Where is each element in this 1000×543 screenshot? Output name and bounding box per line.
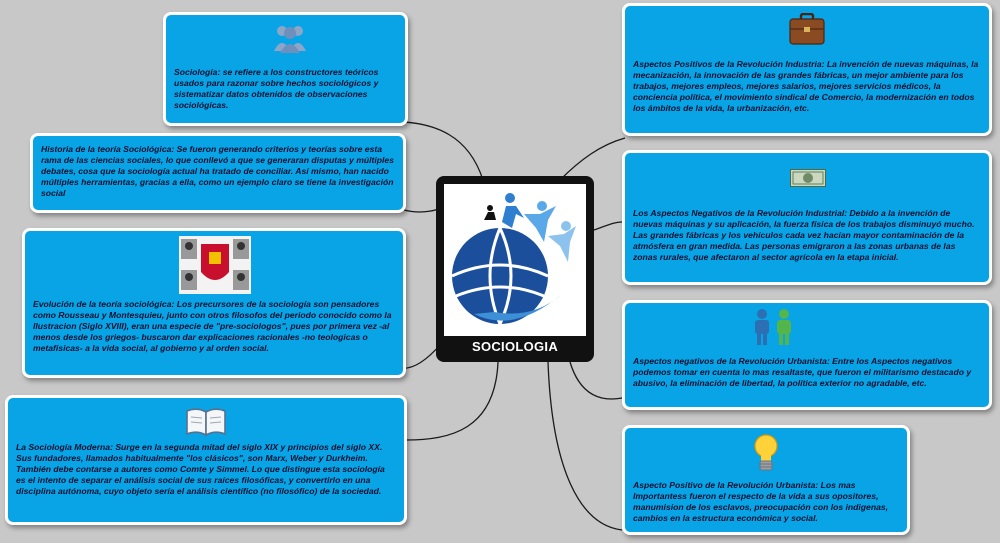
central-globe-image: [444, 184, 586, 336]
central-title: SOCIOLOGIA: [471, 339, 559, 354]
node-negativos-industrial[interactable]: [622, 150, 992, 285]
node-moderna[interactable]: [5, 395, 407, 525]
link-evolucion: [400, 345, 440, 368]
people-icon: [273, 23, 307, 53]
link-moderna: [406, 362, 498, 440]
open-book-icon: [185, 407, 227, 437]
briefcase-icon: [789, 13, 825, 45]
node-sociologia[interactable]: [163, 12, 408, 126]
node-negativos-urbanista[interactable]: [622, 300, 992, 410]
globe-people-icon: [444, 184, 586, 336]
link-positivos-industrial: [560, 138, 625, 180]
moderna-text: La Sociología Moderna: Surge en la segunda mitad del siglo XIX y principios del siglo XX. Sus fundadores, llamados habitualmente "los clásicos", son Marx, Weber y Durkheim. También debe contarse a autores como Comte y Simmel. Lo que distingue esta sociología es el intento de separar el análisis social de sus raíces filosóficas, y convertirlo en una disciplina autónoma, cuyo objeto sería el análisis científico (no filosófico) de la sociedad.: [16, 442, 385, 496]
banknote-icon: [790, 169, 826, 187]
node-positivo-urbanista[interactable]: [622, 425, 910, 535]
negativos-industrial-text: Los Aspectos Negativos de la Revolución Industrial: Debido a la invención de nuevas máquinas y su aplicación, la fuerza física de los trabajos disminuyó mucho. Las grandes fábricas y los vehículos cada vez hacían mayor contaminación de la atmósfera en gran medida. Las personas emigraron a las zonas urbanas de las zonas rurales, que afectaron al sector agrícola en la etapa inicial.: [633, 208, 975, 262]
link-positivo-urbanista: [548, 362, 622, 530]
evolucion-text: Evolución de la teoría sociológica: Los precursores de la sociología son pensadores como Rousseau y Montesquieu, junto con otros filosofos del periodo conocido como la Ilustracion (Siglo XVIII), eran una especie de "pre-sociologos", pues por primera vez -al menos desde los griegos- buscaron dar explicaciones racionales -no teologicas o metafisicas- a la vida social, al gobierno y al orden social.: [33, 299, 392, 353]
node-historia[interactable]: [30, 133, 406, 213]
link-negativos-industrial: [594, 222, 622, 230]
sociologia-text: Sociología: se refiere a los constructores teóricos usados para razonar sobre hechos sociológicos y sistematizar datos obtenidos de observaciones sociológicas.: [174, 67, 379, 110]
two-people-icon: [750, 308, 796, 346]
node-positivos-industrial[interactable]: [622, 3, 992, 136]
light-bulb-icon: [753, 433, 779, 473]
node-evolucion[interactable]: [22, 228, 406, 378]
historia-text: Historia de la teoría Sociológica: Se fueron generando criterios y teorías sobre esta rama de las ciencias sociales, lo que conllevó a que se generaran disputas y múltiples debates, cosa que la sociología actual ha tratado de conciliar. Así mismo, han nacido múltiples herramientas, gracias a ella, como un ejemplo claro se tiene la investigación social: [41, 144, 394, 198]
portraits-collage-icon: [179, 236, 251, 294]
central-topic[interactable]: [436, 176, 594, 362]
negativos-urbanista-text: Aspectos negativos de la Revolución Urbanista: Entre los Aspectos negativos podemos tomar en cuenta lo mas resaltaste, que fueron el militarismo destacado y abusivo, la eliminación de libertad, la política exterior no agradable, etc.: [633, 356, 972, 388]
link-negativos-urbanista: [570, 362, 622, 399]
positivos-industrial-text: Aspectos Positivos de la Revolución Industria: La invención de nuevas máquinas, la mecanización, la innovación de las grandes fábricas, un mejor ambiente para los trabajos, mejores empleos, mejores salarios, mejores servicios médicos, la conciencia política, el movimiento sindical de Comercio, la modernización en todos los ámbitos de la vida, la urbanización, etc.: [633, 59, 979, 113]
positivo-urbanista-text: Aspecto Positivo de la Revolución Urbanista: Los mas Importantess fueron el respecto de la vida a sus opositores, manumision de los esclavos, preocupación con los indigenas, cambios en la estructura económica y social.: [633, 480, 889, 523]
